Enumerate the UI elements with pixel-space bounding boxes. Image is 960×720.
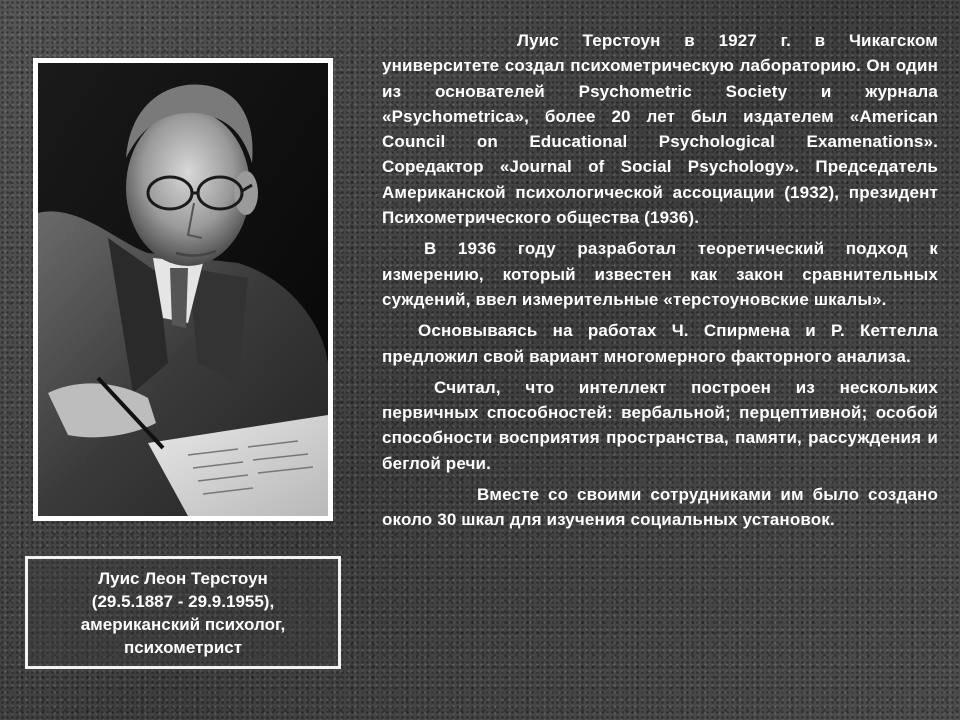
caption-role: американский психолог, [80,614,286,634]
paragraph-career: Луис Терстоун в 1927 г. в Чикагском университете создал психометрическую лабораторию. Он один из основателей Psychometric Society и журнала «Psychometrica», более 20 лет был издателем «American Council on Educational Psychological Examenations». Соредактор «Journal of Social Psychology». Председатель Американской психологической ассоциации (1932), президент Психометрического общества (1936). [382,31,938,228]
paragraph-primary-abilities: Считал, что интеллект построен из нескольких первичных способностей: вербальной; перцептивной; особой способности восприятия пространства, памяти, рассуждения и беглой речи. [382,377,938,473]
paragraph-factor-analysis: Основываясь на работах Ч. Спирмена и Р. Кеттелла предложил свой вариант многомерного факторного анализа. [382,321,938,366]
portrait-photo [38,63,328,516]
caption-dates: (29.5.1887 - 29.9.1955), [91,591,275,611]
paragraph-social-scales: Вместе со своими сотрудниками им было создано около 30 шкал для изучения социальных установок. [382,485,938,530]
biography-text [382,28,938,539]
portrait-caption [25,556,341,669]
paragraph-comparative-judgment: В 1936 году разработал теоретический подход к измерению, который известен как закон сравнительных суждений, ввел измерительные «терстоуновские шкалы». [382,239,938,309]
portrait-photo-frame [33,58,333,521]
caption-role-2: психометрист [123,637,243,657]
caption-name: Луис Леон Терстоун [98,568,268,588]
